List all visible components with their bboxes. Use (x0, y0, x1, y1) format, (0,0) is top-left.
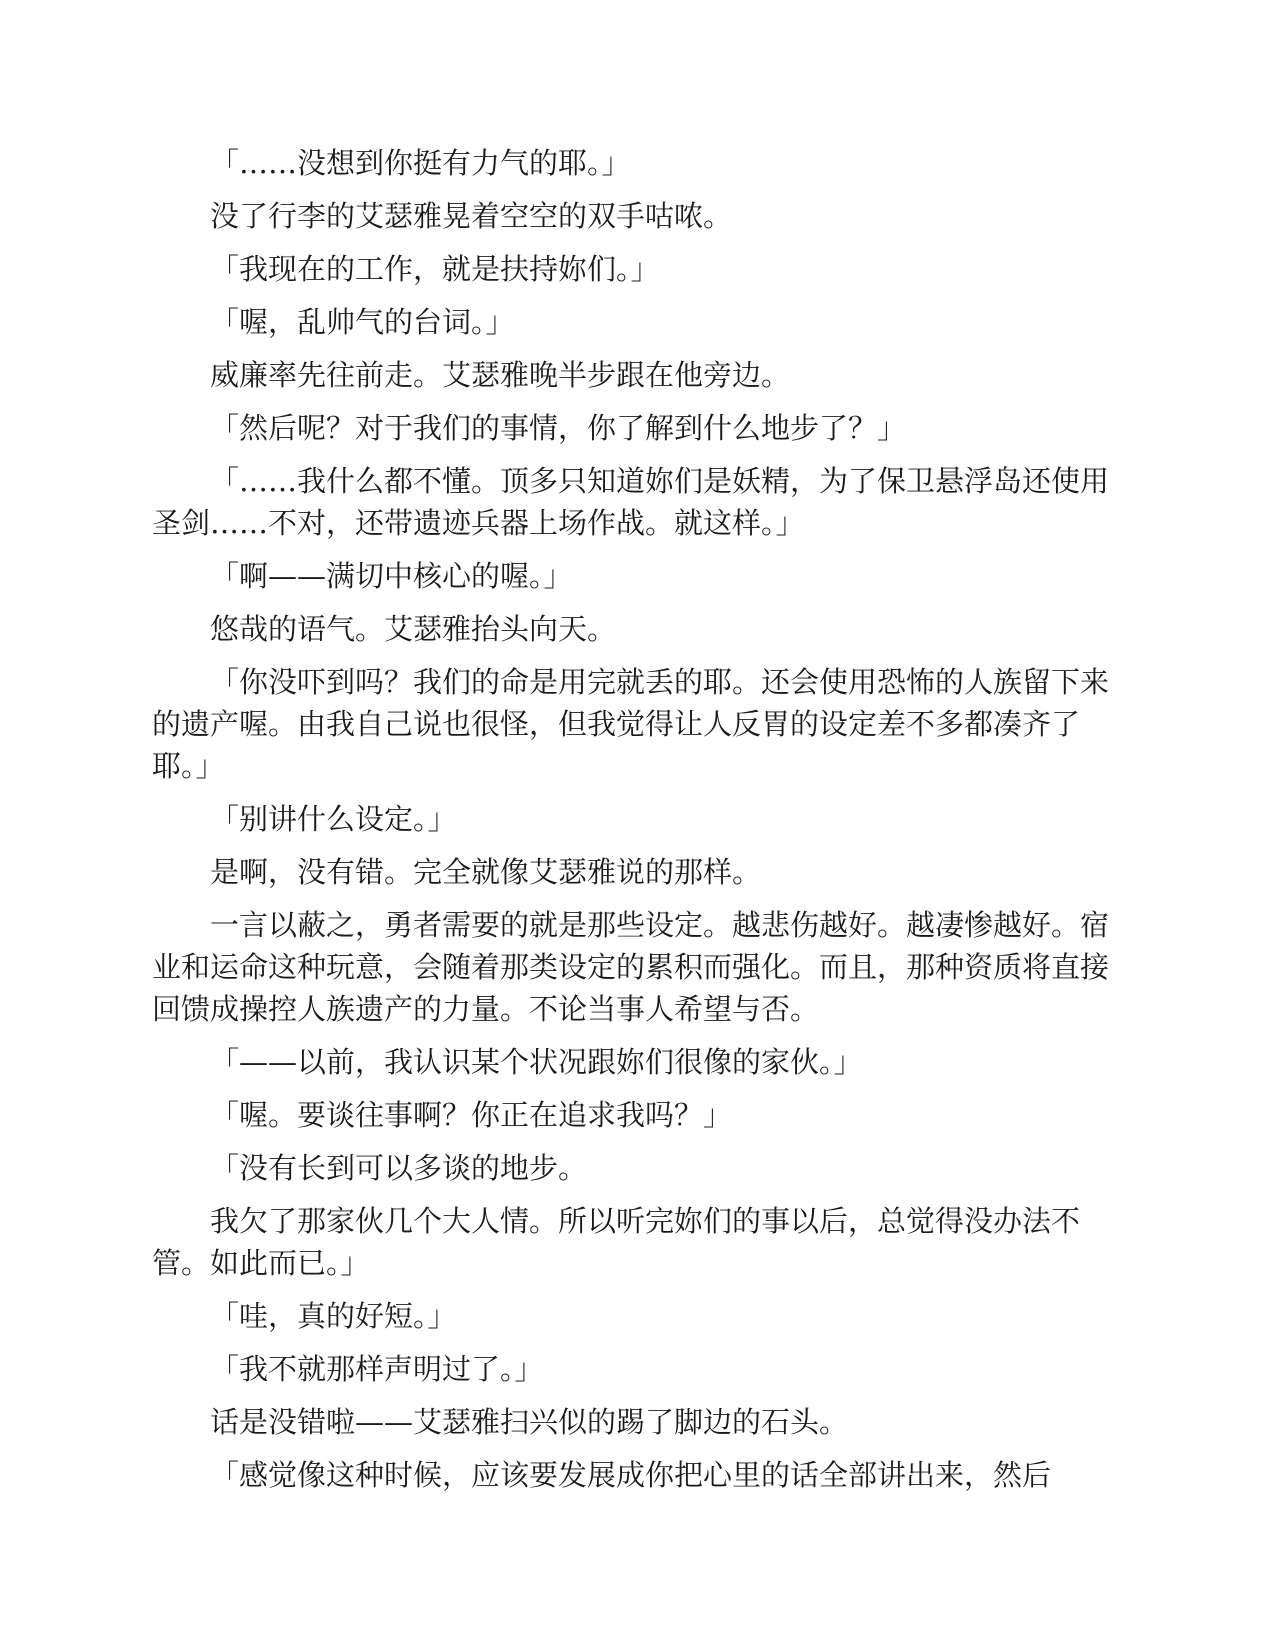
paragraph: 悠哉的语气。艾瑟雅抬头向天。 (210, 612, 617, 646)
paragraph: 「啊——满切中核心的喔。」 (210, 559, 573, 593)
paragraph: 「——以前，我认识某个状况跟妳们很像的家伙。」 (210, 1045, 863, 1079)
paragraph: 一言以蔽之，勇者需要的就是那些设定。越悲伤越好。越凄惨越好。宿业和运命这种玩意，会随着那类设定的累积而强化。而且，那种资质将直接回馈成操控人族遗产的力量。不论当事人希望与否。 (152, 908, 1110, 1026)
paragraph: 「没有长到可以多谈的地步。 (210, 1151, 588, 1185)
paragraph: 「我现在的工作，就是扶持妳们。」 (210, 252, 660, 286)
paragraph: 「我不就那样声明过了。」 (210, 1352, 544, 1386)
paragraph: 「然后呢？对于我们的事情，你了解到什么地步了？」 (210, 411, 907, 445)
paragraph: 「感觉像这种时候，应该要发展成你把心里的话全部讲出来，然后 (210, 1458, 1052, 1492)
paragraph: 「喔。要谈往事啊？你正在追求我吗？」 (210, 1098, 733, 1132)
paragraph: 「别讲什么设定。」 (210, 802, 457, 836)
paragraph: 是啊，没有错。完全就像艾瑟雅说的那样。 (210, 855, 762, 889)
paragraph: 「……没想到你挺有力气的耶。」 (210, 146, 631, 180)
paragraph: 我欠了那家伙几个大人情。所以听完妳们的事以后，总觉得没办法不管。如此而已。」 (152, 1204, 1081, 1280)
paragraph: 威廉率先往前走。艾瑟雅晚半步跟在他旁边。 (210, 358, 791, 392)
paragraph: 「喔，乱帅气的台词。」 (210, 305, 515, 339)
paragraph: 「你没吓到吗？我们的命是用完就丢的耶。还会使用恐怖的人族留下来的遗产喔。由我自己说也很怪，但我觉得让人反胃的设定差不多都凑齐了耶。」 (152, 665, 1110, 783)
paragraph: 「哇，真的好短。」 (210, 1299, 457, 1333)
paragraph: 话是没错啦——艾瑟雅扫兴似的踢了脚边的石头。 (210, 1405, 849, 1439)
document-body (152, 142, 1123, 1507)
paragraph: 「……我什么都不懂。顶多只知道妳们是妖精，为了保卫悬浮岛还使用圣剑……不对，还带遗迹兵器上场作战。就这样。」 (152, 464, 1110, 540)
paragraph: 没了行李的艾瑟雅晃着空空的双手咕哝。 (210, 199, 733, 233)
